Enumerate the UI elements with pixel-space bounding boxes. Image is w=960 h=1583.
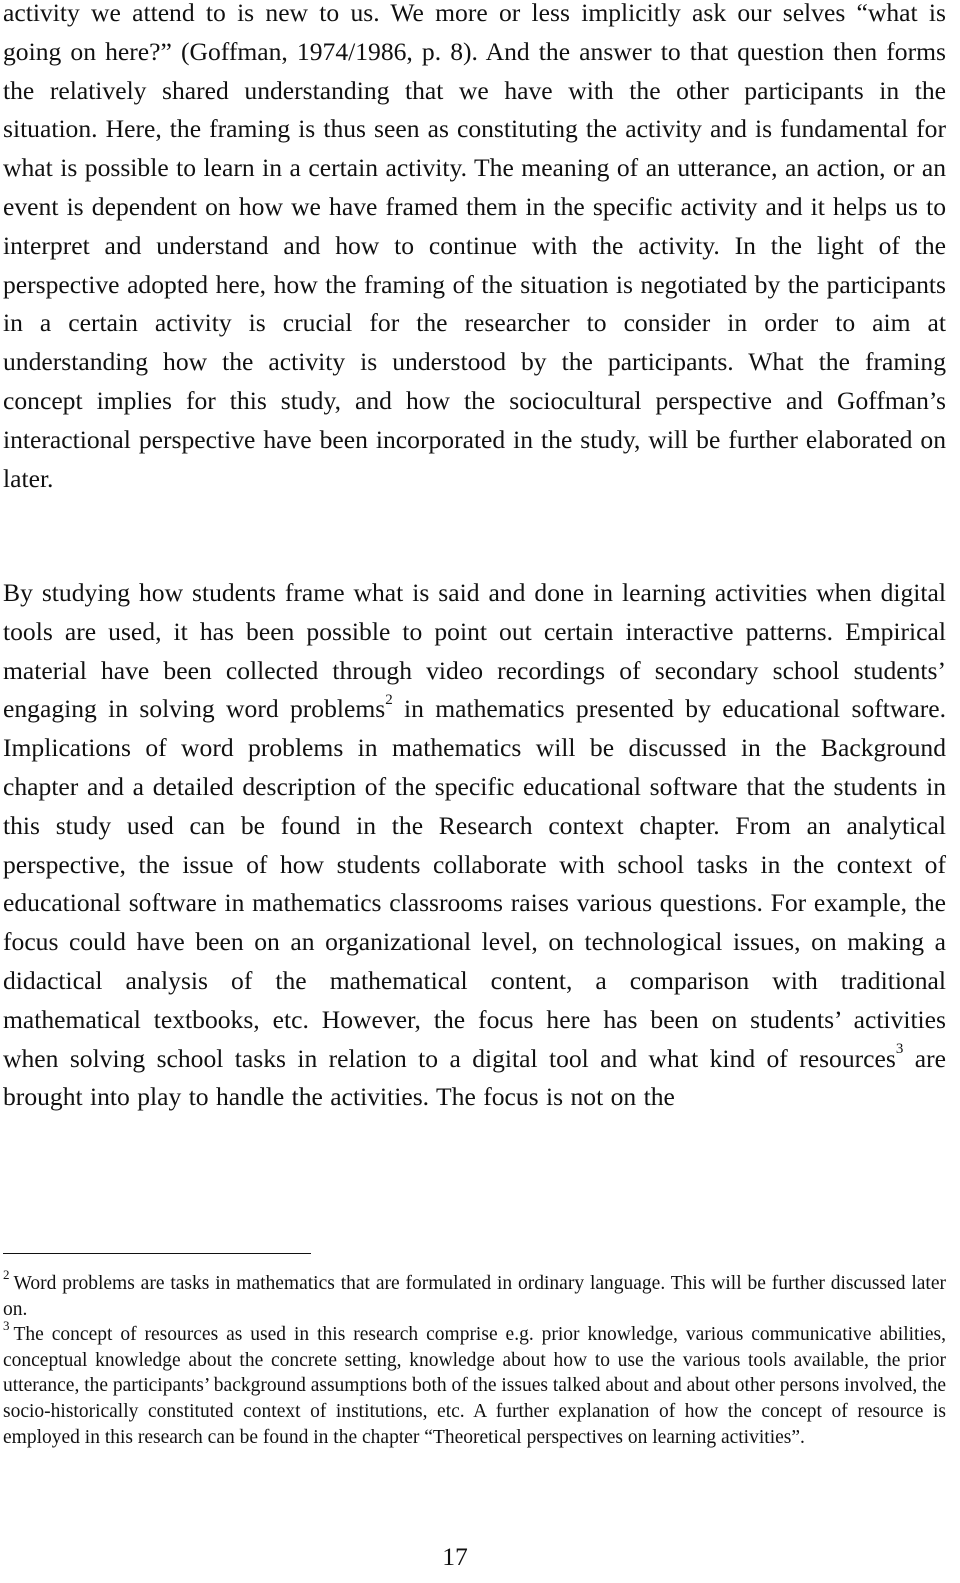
page-number: 17 [442, 1542, 468, 1571]
body-paragraph-2 [3, 574, 946, 1117]
paragraph-2-text-c: are brought into play to handle the activities. The focus is not on the [3, 1043, 946, 1112]
paragraph-1-text: activity we attend to is new to us. We more or less implicitly ask our selves “what is going on here?” (Goffman, 1974/1986, p. 8). And the answer to that question then forms the relatively shared understanding that we have with the other participants in the situation. Here, the framing is thus seen as constituting the activity and is fundamental for what is possible to learn in a certain activity. The meaning of an utterance, an action, or an event is dependent on how we have framed them in the specific activity and it helps us to interpret and understand and how to continue with the activity. In the light of the perspective adopted here, how the framing of the situation is negotiated by the participants in a certain activity is crucial for the researcher to consider in order to aim at understanding how the activity is understood by the participants. What the framing concept implies for this study, and how the sociocultural perspective and Goffman’s interactional perspective have been incorporated in the study, will be further elaborated on later. [3, 0, 946, 493]
footnote-ref-3[interactable]: 3 [895, 1041, 904, 1058]
paragraph-2-text-b: in mathematics presented by educational software. Implications of word problems in mathematics will be discussed in the Background chapter and a detailed description of the specific educational software that the students in this study used can be found in the Research context chapter. From an analytical perspective, the issue of how students collaborate with school tasks in the context of educational software in mathematics classrooms raises various questions. For example, the focus could have been on an organizational level, on technological issues, on making a didactical analysis of the mathematical content, a comparison with traditional mathematical textbooks, etc. However, the focus here has been on students’ activities when solving school tasks in relation to a digital tool and what kind of resources [3, 694, 946, 1073]
footnotes-section [3, 1266, 946, 1450]
footnote-2 [3, 1266, 946, 1322]
body-paragraph-1 [3, 0, 946, 498]
footnote-text: Word problems are tasks in mathematics that are formulated in ordinary language. This will be further discussed later on. [3, 1273, 946, 1320]
footnote-ref-2[interactable]: 2 [385, 691, 393, 708]
paragraph-2-text-a: By studying how students frame what is said and done in learning activities when digital tools are used, it has been possible to point out certain interactive patterns. Empirical material have been collected through video recordings of secondary school students’ engaging in solving word problems [3, 578, 946, 724]
footnote-mark: 2 [3, 1266, 10, 1282]
footnote-mark: 3 [3, 1317, 10, 1333]
footnote-divider [3, 1253, 311, 1254]
footnote-3 [3, 1317, 946, 1450]
footnote-text: The concept of resources as used in this research comprise e.g. prior knowledge, various communicative abilities, conceptual knowledge about the concrete setting, knowledge about how to use the various tools available, the prior utterance, the participants’ background assumptions both of the issues talked about and about other persons involved, the socio-historically constituted context of institutions, etc. A further explanation of how the concept of resource is employed in this research can be found in the chapter “Theoretical perspectives on learning activities”. [3, 1324, 946, 1448]
